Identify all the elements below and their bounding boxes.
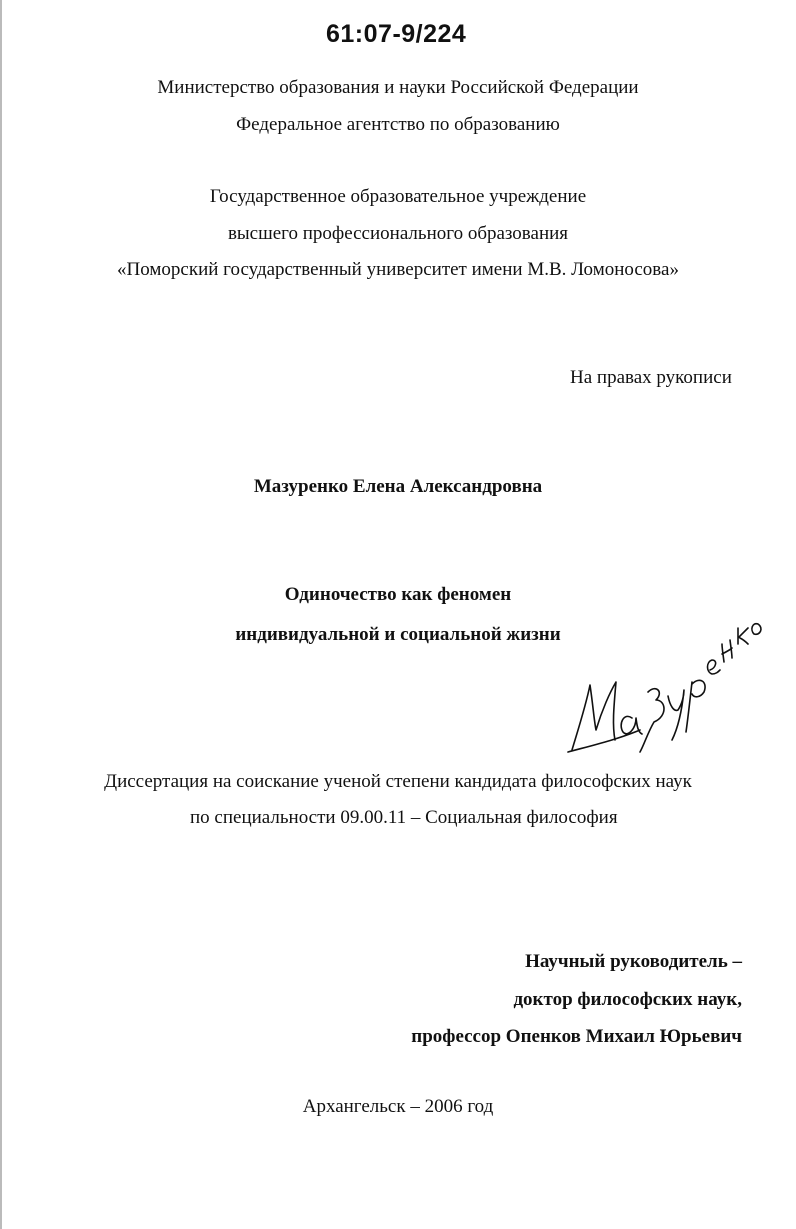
archive-stamp-number: 61:07-9/224 — [326, 20, 467, 48]
manuscript-note: На правах рукописи — [570, 367, 732, 388]
supervisor-line-2: доктор философских наук, — [513, 989, 742, 1010]
institution-line-1: Государственное образовательное учреждение — [209, 186, 587, 207]
dissertation-line-2: по специальности 09.00.11 – Социальная философия — [190, 807, 618, 828]
title-line-1: Одиночество как феномен — [284, 584, 512, 605]
institution-line-3: «Поморский государственный университет имени М.В. Ломоносова» — [117, 259, 679, 280]
agency-line: Федеральное агентство по образованию — [236, 114, 560, 135]
institution-line-2: высшего профессионального образования — [227, 223, 569, 244]
author-name: Мазуренко Елена Александровна — [253, 476, 543, 497]
supervisor-line-3: профессор Опенков Михаил Юрьевич — [411, 1026, 742, 1047]
title-line-2: индивидуальной и социальной жизни — [235, 624, 561, 645]
supervisor-line-1: Научный руководитель – — [525, 951, 742, 972]
ministry-line: Министерство образования и науки Российской Федерации — [157, 77, 639, 98]
dissertation-line-1: Диссертация на соискание ученой степени кандидата философских наук — [104, 771, 692, 792]
author-signature — [560, 600, 770, 770]
place-year: Архангельск – 2006 год — [302, 1096, 494, 1117]
